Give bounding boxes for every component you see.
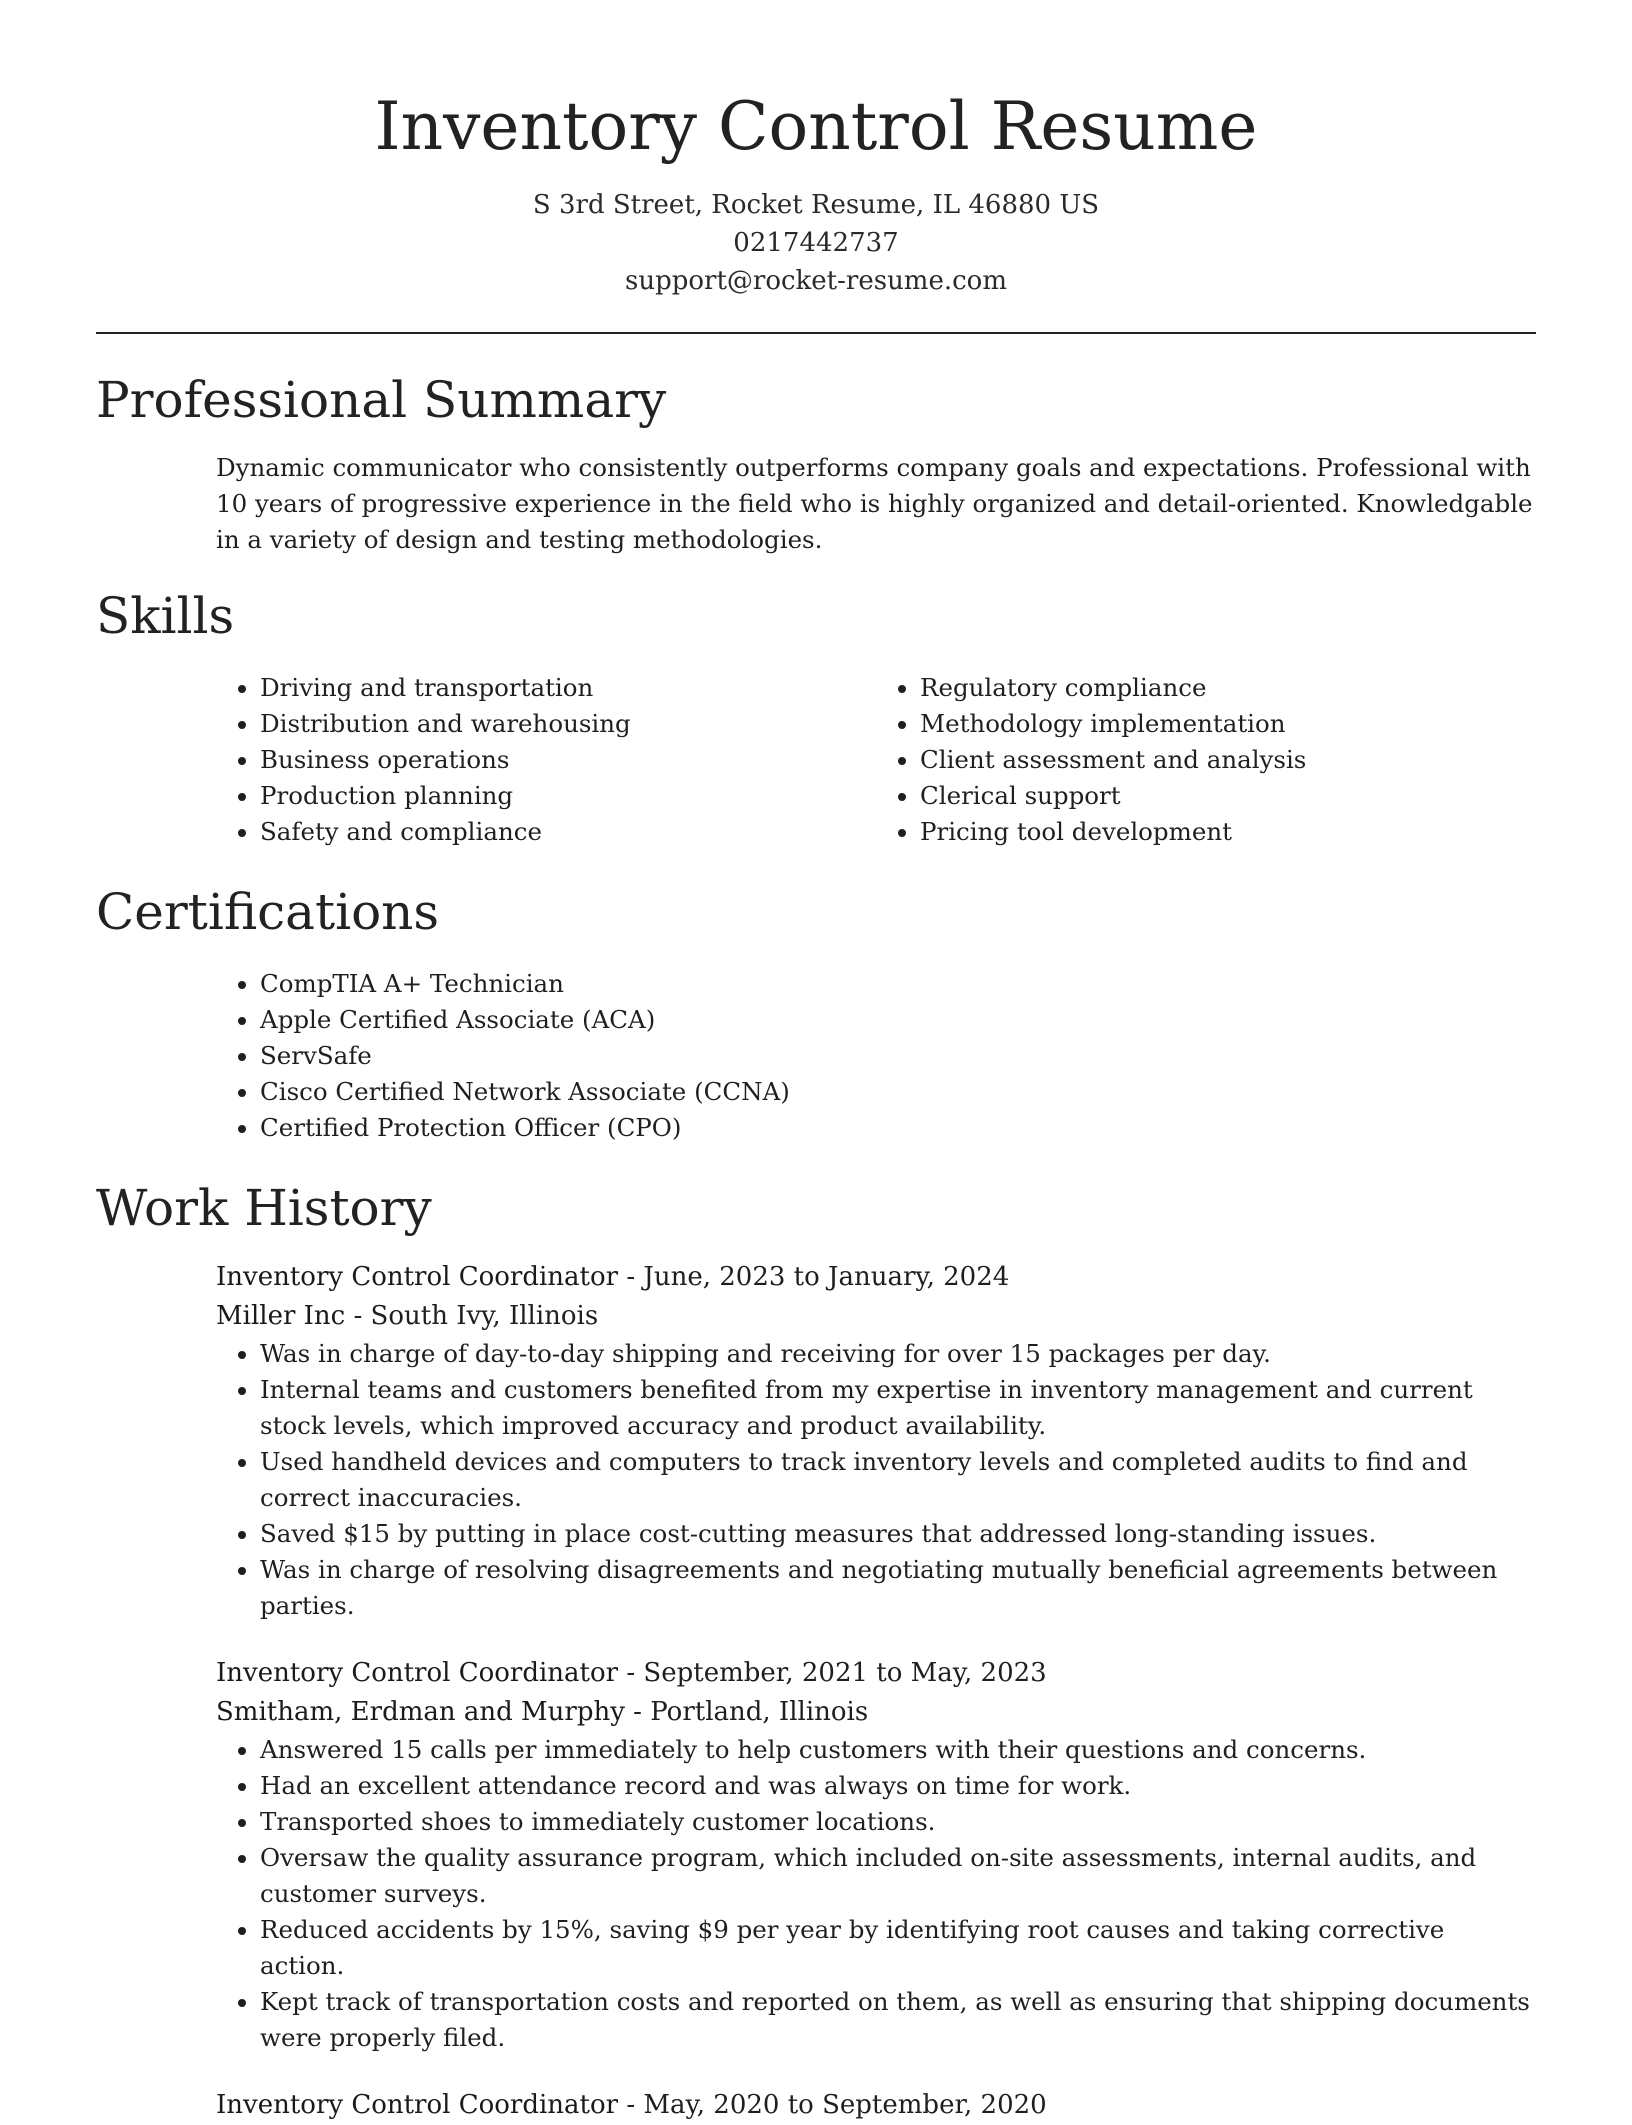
contact-phone: 0217442737 [733, 228, 899, 258]
contact-address: S 3rd Street, Rocket Resume, IL 46880 US [532, 190, 1100, 220]
job-dates: - September, 2021 to May, 2023 [618, 1658, 1047, 1688]
job-role: Inventory Control Coordinator [216, 1262, 619, 1292]
list-item: • Production planning [260, 778, 876, 814]
list-item: • Saved $15 by putting in place cost-cutting measures that addressed long-standing issues. [260, 1516, 1536, 1552]
list-item: • ServSafe [260, 1038, 1536, 1074]
job-company-line [216, 1693, 1536, 1732]
list-item: • Distribution and warehousing [260, 706, 876, 742]
job-duties [216, 1336, 1536, 1624]
list-item: • Reduced accidents by 15%, saving $9 per year by identifying root causes and taking corrective action. [260, 1912, 1536, 1984]
list-item: • Methodology implementation [920, 706, 1536, 742]
work-history-heading: Work History [96, 1179, 432, 1237]
job-company: Miller Inc [216, 1301, 346, 1331]
list-item: • Business operations [260, 742, 876, 778]
job-title-line [216, 2086, 1536, 2125]
job-entry [216, 1654, 1536, 2056]
list-item: • Cisco Certified Network Associate (CCNA) [260, 1074, 1536, 1110]
job-company-line [216, 1297, 1536, 1336]
list-item: • Answered 15 calls per immediately to help customers with their questions and concerns. [260, 1732, 1536, 1768]
list-item: • Safety and compliance [260, 814, 876, 850]
certifications-bullets [216, 966, 1536, 1146]
list-item: • Transported shoes to immediately customer locations. [260, 1804, 1536, 1840]
job-company: Smitham, Erdman and Murphy [216, 1697, 625, 1727]
list-item: • Apple Certified Associate (ACA) [260, 1002, 1536, 1038]
resume-title: Inventory Control Resume [374, 88, 1258, 165]
list-item: • Kept track of transportation costs and reported on them, as well as ensuring that shipping documents were properly filed. [260, 1984, 1536, 2056]
job-entry [216, 2086, 1536, 2125]
job-location: - South Ivy, Illinois [345, 1301, 599, 1331]
skills-list [216, 670, 1536, 850]
contact-info [96, 186, 1536, 300]
skills-column-right [876, 670, 1536, 850]
job-dates: - May, 2020 to September, 2020 [618, 2090, 1047, 2120]
contact-email: support@rocket-resume.com [624, 266, 1007, 296]
job-duties [216, 1732, 1536, 2056]
skills-column-left [216, 670, 876, 850]
list-item: • Internal teams and customers benefited from my expertise in inventory management and current stock levels, which improved accuracy and product availability. [260, 1372, 1536, 1444]
list-item: • Used handheld devices and computers to track inventory levels and completed audits to find and correct inaccuracies. [260, 1444, 1536, 1516]
header-divider [96, 332, 1536, 334]
job-location: - Portland, Illinois [624, 1697, 869, 1727]
job-dates: - June, 2023 to January, 2024 [618, 1262, 1010, 1292]
list-item: • Client assessment and analysis [920, 742, 1536, 778]
list-item: • CompTIA A+ Technician [260, 966, 1536, 1002]
list-item: • Clerical support [920, 778, 1536, 814]
list-item: • Certified Protection Officer (CPO) [260, 1110, 1536, 1146]
job-entry [216, 1258, 1536, 1624]
list-item: • Had an excellent attendance record and was always on time for work. [260, 1768, 1536, 1804]
list-item: • Was in charge of day-to-day shipping and receiving for over 15 packages per day. [260, 1336, 1536, 1372]
list-item: • Oversaw the quality assurance program, which included on-site assessments, internal audits, and customer surveys. [260, 1840, 1536, 1912]
list-item: • Driving and transportation [260, 670, 876, 706]
resume-header [96, 0, 1536, 300]
job-title-line [216, 1258, 1536, 1297]
certifications-list [216, 966, 1536, 1146]
list-item: • Was in charge of resolving disagreements and negotiating mutually beneficial agreements between parties. [260, 1552, 1536, 1624]
certifications-heading: Certifications [96, 883, 440, 941]
skills-heading: Skills [96, 587, 235, 645]
job-title-line [216, 1654, 1536, 1693]
list-item: • Regulatory compliance [920, 670, 1536, 706]
summary-heading: Professional Summary [96, 371, 667, 429]
resume-page [96, 0, 1536, 2125]
job-role: Inventory Control Coordinator [216, 1658, 619, 1688]
job-role: Inventory Control Coordinator [216, 2090, 619, 2120]
summary-text: Dynamic communicator who consistently outperforms company goals and expectations. Professional with 10 years of progressive experience in the field who is highly organized and detail-oriented. Knowledgable in a variety of design and testing methodologies. [216, 453, 1533, 554]
list-item: • Pricing tool development [920, 814, 1536, 850]
